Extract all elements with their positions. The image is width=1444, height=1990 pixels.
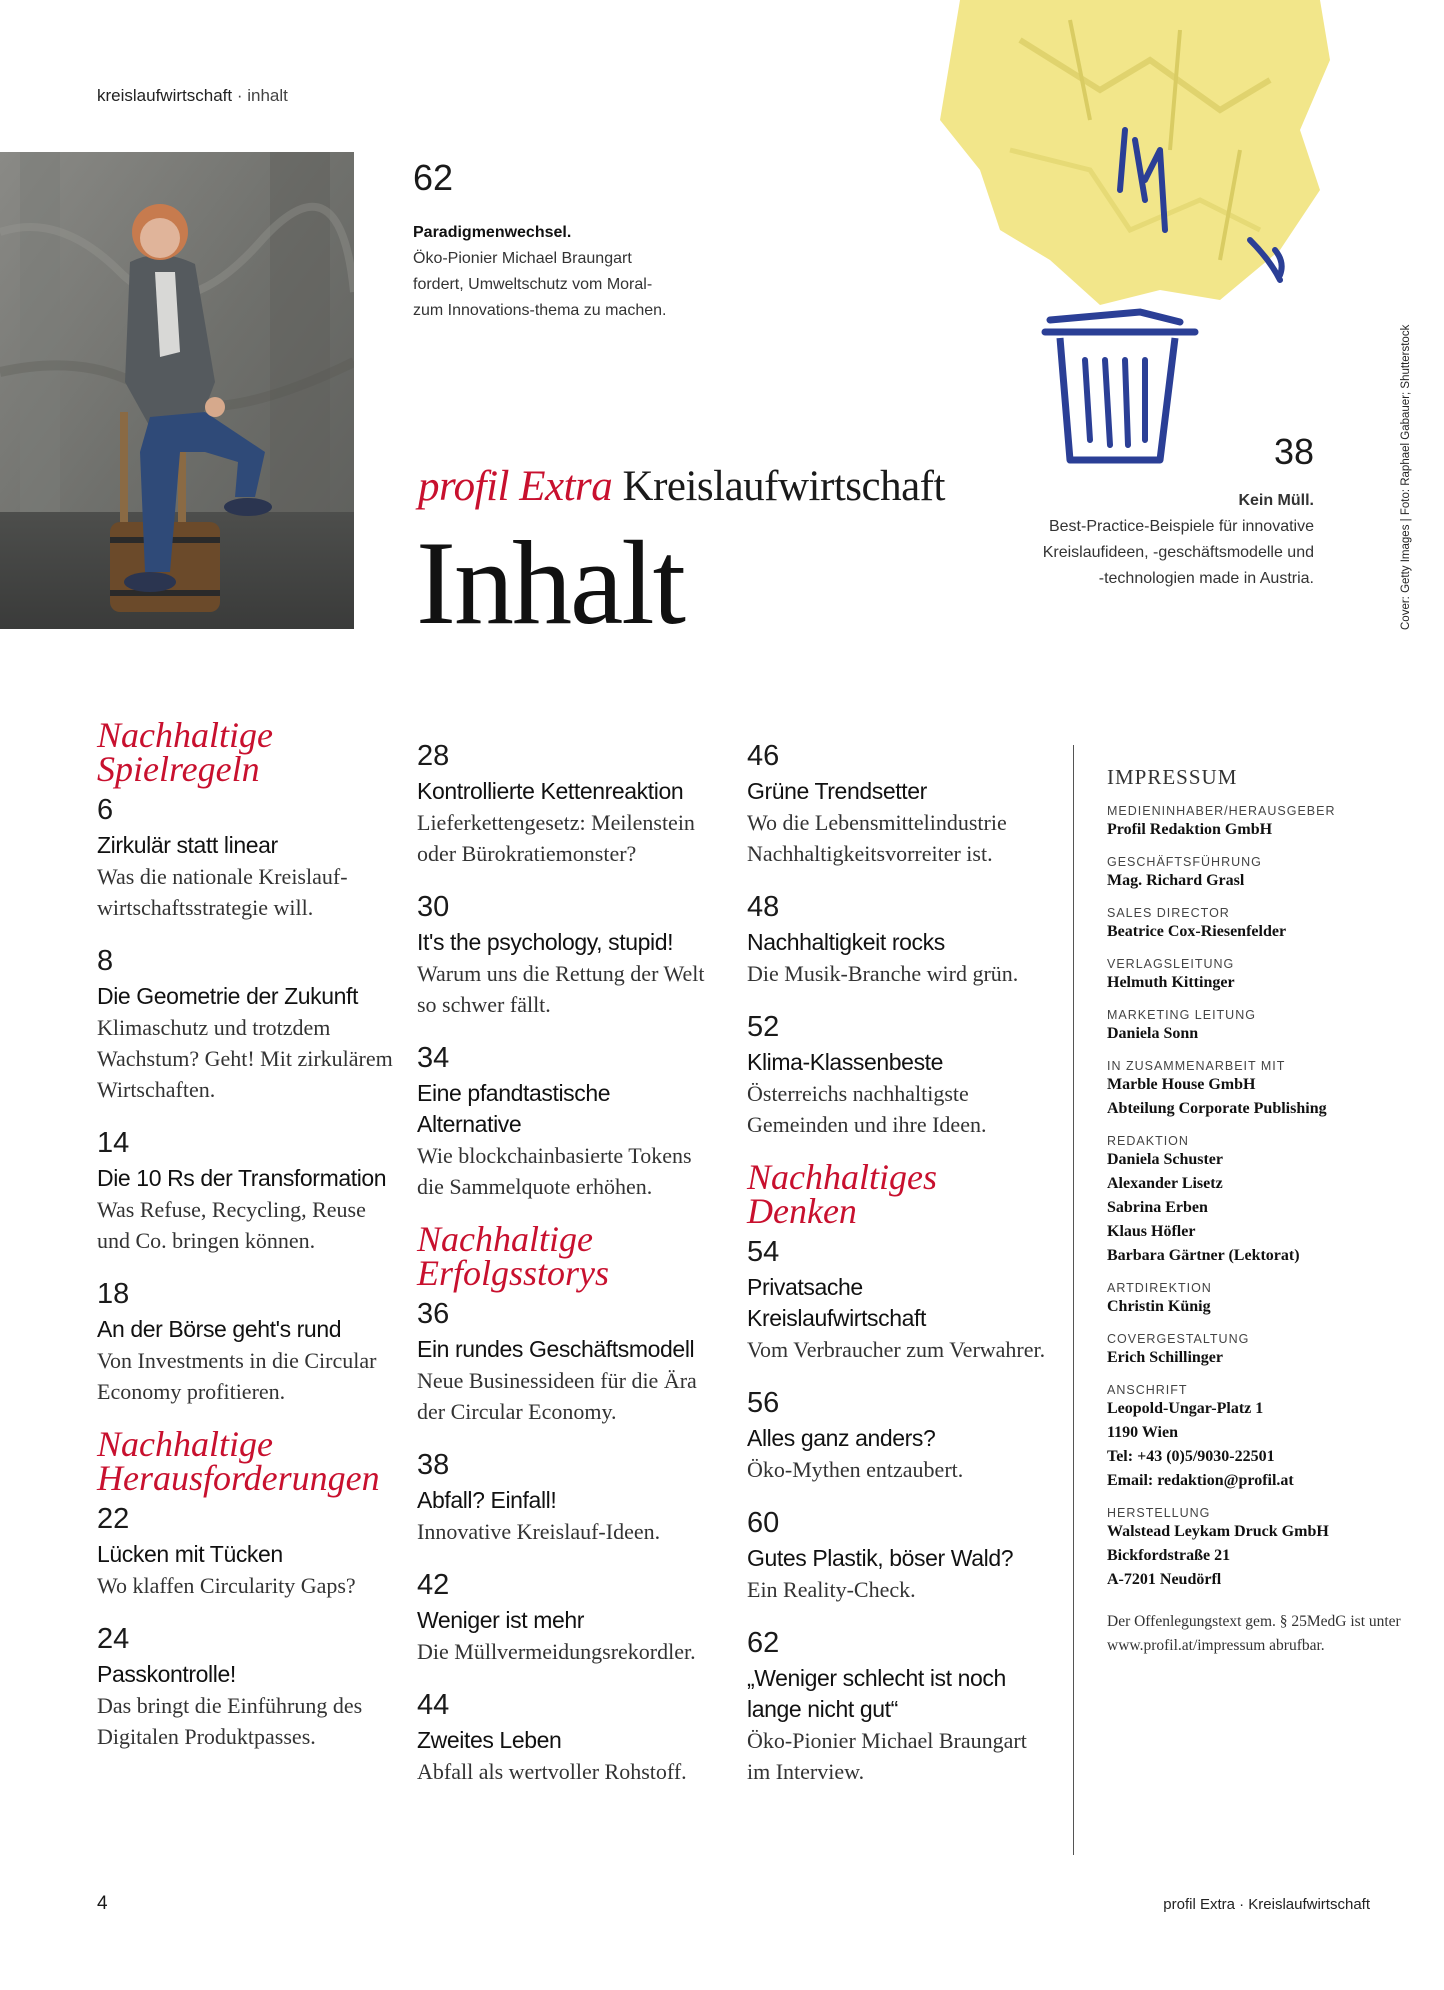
toc-entry[interactable]: [97, 943, 397, 1105]
impressum-value: Alexander Lisetz: [1107, 1175, 1223, 1192]
toc-description: Wo klaffen Circularity Gaps?: [97, 1573, 356, 1598]
toc-description: Klimaschutz und trotzdem Wachstum? Geht! Mit zirkulärem Wirtschaften.: [97, 1015, 393, 1102]
toc-description: Wie blockchainbasierte Tokens die Sammelquote erhöhen.: [417, 1143, 692, 1199]
impressum-label: VERLAGSLEITUNG: [1107, 957, 1235, 971]
toc-description: Die Müllvermeidungsrekordler.: [417, 1639, 696, 1664]
toc-headline: Passkontrolle!: [97, 1661, 236, 1687]
impressum-value: Erich Schillinger: [1107, 1349, 1223, 1366]
toc-headline: An der Börse geht's rund: [97, 1316, 342, 1342]
toc-description: Warum uns die Rettung der Welt so schwer fällt.: [417, 961, 705, 1017]
toc-page-number: 24: [97, 1623, 130, 1655]
impressum-title: IMPRESSUM: [1107, 765, 1238, 789]
masthead-topic: Kreislaufwirtschaft: [622, 463, 945, 510]
toc-page-number: 8: [97, 945, 114, 977]
section-heading: Nachhaltige Erfolgsstorys: [417, 1219, 610, 1293]
section-heading: Nachhaltige Spielregeln: [97, 715, 273, 789]
header-section: kreislaufwirtschaft: [97, 86, 233, 105]
toc-page-number: 56: [747, 1387, 780, 1419]
toc-page-number: 34: [417, 1042, 450, 1074]
toc-headline: Kontrollierte Kettenreaktion: [417, 778, 684, 804]
toc-entry[interactable]: [747, 1234, 1047, 1365]
impressum-value: Helmuth Kittinger: [1107, 974, 1235, 991]
toc-headline: Zirkulär statt linear: [97, 832, 278, 858]
toc-column-2: [417, 738, 717, 1807]
section-heading: Nachhaltiges Denken: [747, 1157, 937, 1231]
toc-page-number: 48: [747, 891, 780, 923]
impressum-value: Abteilung Corporate Publishing: [1107, 1100, 1327, 1117]
feature-right-number[interactable]: 38: [1273, 431, 1314, 472]
toc-entry[interactable]: [747, 889, 1047, 989]
toc-description: Von Investments in die Circular Economy profitieren.: [97, 1348, 377, 1404]
toc-headline: Weniger ist mehr: [417, 1607, 585, 1633]
impressum-value: Daniela Schuster: [1107, 1151, 1223, 1168]
toc-page-number: 14: [97, 1127, 130, 1159]
masthead: [418, 462, 945, 511]
impressum-value: Marble House GmbH: [1107, 1076, 1256, 1093]
toc-headline: Ein rundes Geschäftsmodell: [417, 1336, 695, 1362]
toc-entry[interactable]: [417, 1567, 717, 1667]
impressum-label: COVERGESTALTUNG: [1107, 1332, 1250, 1346]
running-header: [97, 86, 288, 106]
impressum-value: Walstead Leykam Druck GmbH: [1107, 1523, 1329, 1540]
feature-top-number[interactable]: 62: [413, 157, 454, 198]
impressum-value: Barbara Gärtner (Lektorat): [1107, 1247, 1300, 1264]
toc-headline: „Weniger schlecht ist noch lange nicht gut“: [747, 1665, 1006, 1722]
toc-page-number: 22: [97, 1503, 130, 1535]
toc-page-number: 42: [417, 1569, 450, 1601]
impressum-value: Sabrina Erben: [1107, 1199, 1208, 1216]
impressum-value: Daniela Sonn: [1107, 1025, 1199, 1042]
toc-entry[interactable]: [97, 1276, 397, 1407]
toc-entry[interactable]: [417, 1687, 717, 1787]
toc-description: Was die nationale Kreislauf-wirtschaftsstrategie will.: [97, 864, 348, 920]
impressum-value: Tel: +43 (0)5/9030-22501: [1107, 1448, 1275, 1465]
toc-page-number: 54: [747, 1236, 780, 1268]
toc-headline: Abfall? Einfall!: [417, 1487, 557, 1513]
toc-entry[interactable]: [97, 792, 397, 923]
page-number: 4: [97, 1893, 108, 1914]
header-separator: ·: [236, 86, 243, 105]
impressum-label: ARTDIREKTION: [1107, 1281, 1212, 1295]
toc-page-number: 38: [417, 1449, 450, 1481]
impressum-label: ANSCHRIFT: [1107, 1383, 1188, 1397]
feature-top: [413, 156, 673, 324]
toc-description: Öko-Mythen entzaubert.: [747, 1457, 964, 1482]
toc-description: Das bringt die Einführung des Digitalen Produktpasses.: [97, 1693, 363, 1749]
toc-page-number: 46: [747, 740, 780, 772]
impressum-value: Leopold-Ungar-Platz 1: [1107, 1400, 1264, 1417]
toc-entry[interactable]: [747, 1505, 1047, 1605]
toc-headline: Privatsache Kreislaufwirtschaft: [747, 1274, 927, 1331]
toc-entry[interactable]: [417, 1040, 717, 1202]
toc-page-number: 18: [97, 1278, 130, 1310]
section-heading: Nachhaltige Herausforderungen: [97, 1424, 380, 1498]
impressum-value: 1190 Wien: [1107, 1424, 1178, 1441]
toc-headline: It's the psychology, stupid!: [417, 929, 674, 955]
masthead-brand: profil Extra: [418, 463, 613, 510]
impressum: [1107, 765, 1407, 1658]
toc-entry[interactable]: [97, 1125, 397, 1256]
toc-headline: Die Geometrie der Zukunft: [97, 983, 359, 1009]
toc-description: Vom Verbraucher zum Verwahrer.: [747, 1337, 1046, 1362]
impressum-divider: [1073, 745, 1074, 1855]
impressum-value: Christin Künig: [1107, 1298, 1211, 1315]
impressum-label: REDAKTION: [1107, 1134, 1189, 1148]
photo-credit: Cover: Getty Images | Foto: Raphael Gabauer; Shutterstock: [1400, 324, 1412, 630]
toc-entry[interactable]: [747, 1625, 1047, 1787]
page-title: Inhalt: [416, 516, 684, 649]
impressum-note: Der Offenlegungstext gem. § 25MedG ist unter www.profil.at/impressum abrufbar.: [1107, 1613, 1401, 1654]
toc-entry[interactable]: [417, 1296, 717, 1427]
toc-headline: Eine pfandtastische Alternative: [417, 1080, 611, 1137]
impressum-value: Mag. Richard Grasl: [1107, 872, 1245, 889]
toc-headline: Zweites Leben: [417, 1727, 562, 1753]
feature-right: [1040, 430, 1314, 592]
toc-entry[interactable]: [417, 889, 717, 1020]
toc-entry[interactable]: [747, 1009, 1047, 1140]
toc-column-1: [97, 715, 397, 1772]
toc-description: Österreichs nachhaltigste Gemeinden und ihre Ideen.: [747, 1081, 987, 1137]
toc-headline: Klima-Klassenbeste: [747, 1049, 944, 1075]
toc-headline: Lücken mit Tücken: [97, 1541, 283, 1567]
impressum-value: Klaus Höfler: [1107, 1223, 1196, 1240]
toc-headline: Grüne Trendsetter: [747, 778, 927, 804]
toc-headline: Gutes Plastik, böser Wald?: [747, 1545, 1014, 1571]
toc-description: Lieferkettengesetz: Meilenstein oder Bürokratiemonster?: [417, 810, 695, 866]
toc-description: Neue Businessideen für die Ära der Circular Economy.: [417, 1368, 697, 1424]
toc-entry[interactable]: [97, 1501, 397, 1601]
impressum-value: Email: redaktion@profil.at: [1107, 1472, 1294, 1489]
toc-page-number: 28: [417, 740, 450, 772]
toc-entry[interactable]: [747, 738, 1047, 869]
toc-page-number: 36: [417, 1298, 450, 1330]
impressum-label: HERSTELLUNG: [1107, 1506, 1211, 1520]
toc-page-number: 44: [417, 1689, 450, 1721]
toc-description: Abfall als wertvoller Rohstoff.: [417, 1759, 687, 1784]
impressum-label: MEDIENINHABER/HERAUSGEBER: [1107, 804, 1336, 818]
toc-headline: Die 10 Rs der Transformation: [97, 1165, 387, 1191]
footer-publication: profil Extra · Kreislaufwirtschaft: [1163, 1896, 1370, 1913]
impressum-value: Bickfordstraße 21: [1107, 1547, 1231, 1564]
toc-page-number: 52: [747, 1011, 780, 1043]
toc-page-number: 6: [97, 794, 114, 826]
toc-headline: Alles ganz anders?: [747, 1425, 936, 1451]
impressum-label: MARKETING LEITUNG: [1107, 1008, 1256, 1022]
impressum-label: GESCHÄFTSFÜHRUNG: [1107, 855, 1262, 869]
feature-top-title: Paradigmenwechsel.: [413, 224, 572, 241]
impressum-value: A-7201 Neudörfl: [1107, 1571, 1222, 1588]
toc-entry[interactable]: [747, 1385, 1047, 1485]
toc-description: Wo die Lebensmittelindustrie Nachhaltigkeitsvorreiter ist.: [747, 810, 1007, 866]
toc-description: Was Refuse, Recycling, Reuse und Co. bringen können.: [97, 1197, 366, 1253]
toc-entry[interactable]: [97, 1621, 397, 1752]
impressum-list: [1107, 804, 1407, 1592]
crumpled-paper-illustration: [920, 0, 1400, 480]
impressum-label: IN ZUSAMMENARBEIT MIT: [1107, 1059, 1286, 1073]
impressum-value: Profil Redaktion GmbH: [1107, 821, 1273, 838]
toc-page-number: 30: [417, 891, 450, 923]
feature-top-text: Öko-Pionier Michael Braungart fordert, Umweltschutz vom Moral- zum Innovations-thema zu machen.: [413, 250, 667, 319]
toc-description: Ein Reality-Check.: [747, 1577, 916, 1602]
toc-description: Die Musik-Branche wird grün.: [747, 961, 1019, 986]
toc-column-3: [747, 738, 1047, 1807]
toc-description: Innovative Kreislauf-Ideen.: [417, 1519, 661, 1544]
braungart-photo: [0, 152, 354, 629]
toc-headline: Nachhaltigkeit rocks: [747, 929, 945, 955]
toc-page-number: 60: [747, 1507, 780, 1539]
feature-right-text: Best-Practice-Beispiele für innovative Kreislaufideen, -geschäftsmodelle und -technologien made in Austria.: [1042, 518, 1314, 587]
feature-right-title: Kein Müll.: [1238, 492, 1314, 509]
toc-page-number: 62: [747, 1627, 780, 1659]
toc-entry[interactable]: [417, 1447, 717, 1547]
toc-description: Öko-Pionier Michael Braungart im Interview.: [747, 1728, 1027, 1784]
header-sub: inhalt: [247, 86, 288, 105]
impressum-label: SALES DIRECTOR: [1107, 906, 1230, 920]
toc-entry[interactable]: [417, 738, 717, 869]
impressum-value: Beatrice Cox-Riesenfelder: [1107, 923, 1287, 940]
